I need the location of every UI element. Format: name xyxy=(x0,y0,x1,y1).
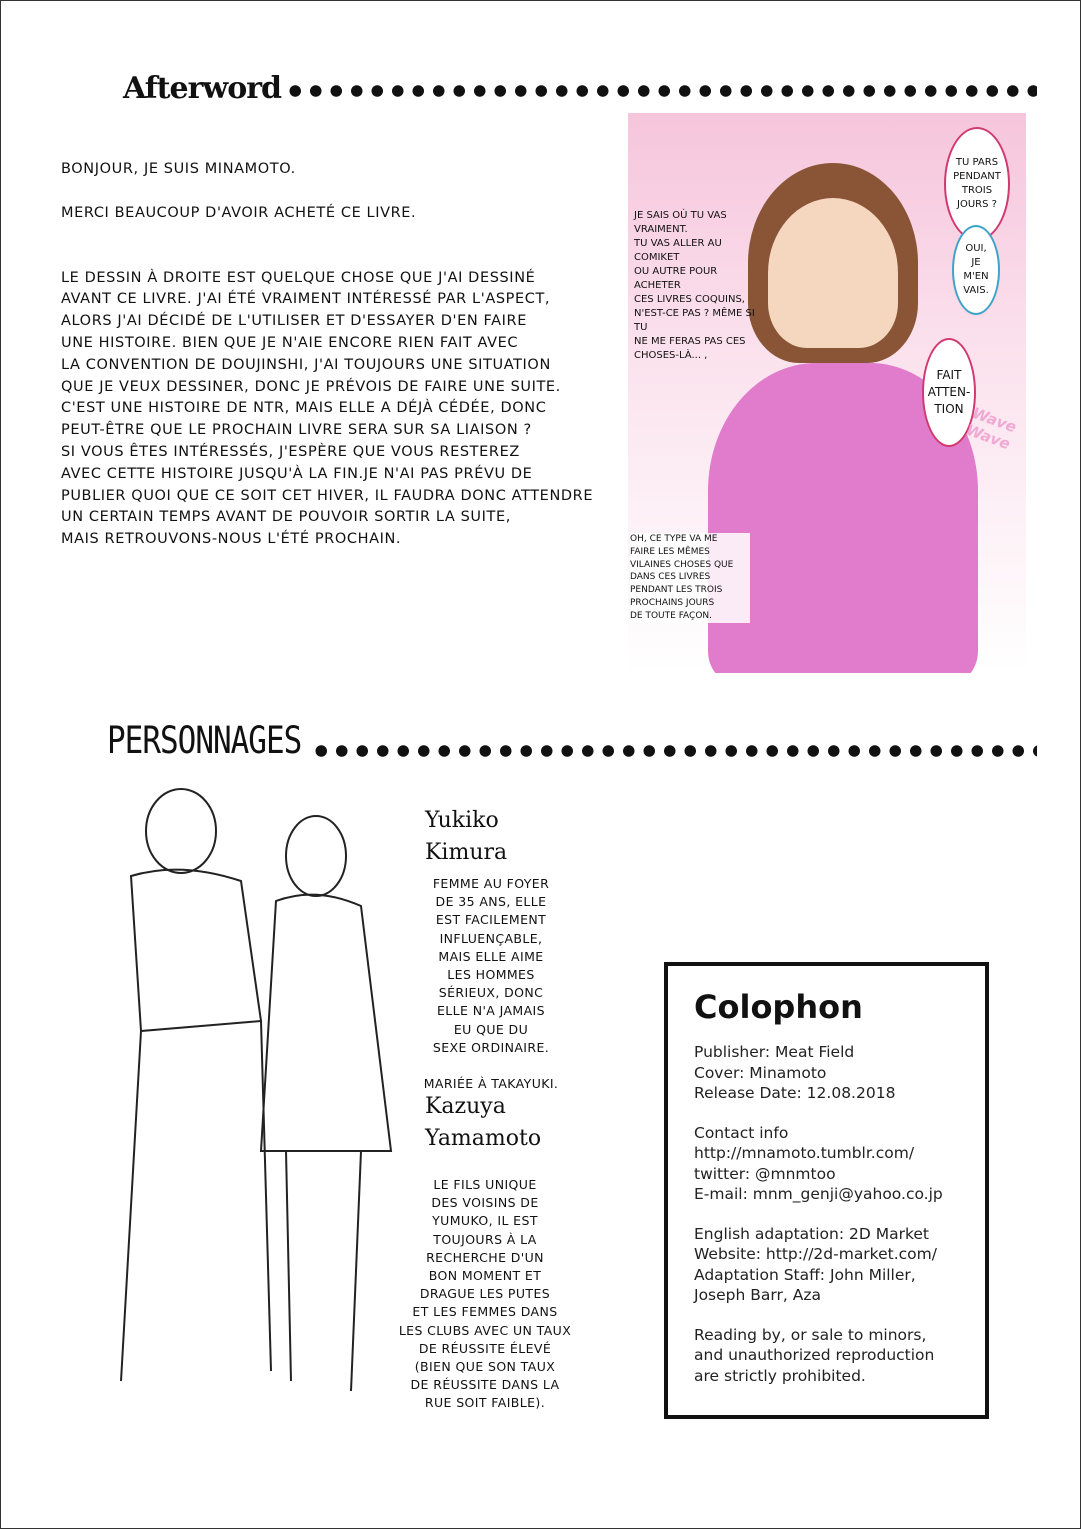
character-name-first: Kazuya xyxy=(425,1094,506,1119)
dotted-divider xyxy=(285,84,1037,98)
woman-dress-sketch xyxy=(261,895,391,1151)
speech-bubble-1: TU PARS PENDANT TROIS JOURS ? xyxy=(944,127,1010,241)
woman-head-sketch xyxy=(286,816,346,896)
colophon-contact: Contact info http://mnamoto.tumblr.com/ twitter: @mnmtoo E-mail: mnm_genji@yahoo.co.jp xyxy=(694,1123,943,1203)
character-name-last: Kimura xyxy=(425,840,508,865)
sfx-wave: Wave Wave xyxy=(963,403,1019,454)
colophon-box xyxy=(664,962,989,1419)
colophon-notice: Reading by, or sale to minors, and unauthorized reproduction are strictly prohibited. xyxy=(694,1325,935,1385)
speech-bubble-2: OUI, JE M'EN VAIS. xyxy=(952,225,1000,315)
character-description: LE FILS UNIQUE DES VOISINS DE YUMUKO, IL EST TOUJOURS À LA RECHERCHE D'UN BON MOMENT ET DRAGUE LES PUTES ET LES FEMMES DANS LES CLUBS AVEC UN TAUX DE RÉUSSITE ÉLEVÉ (BIEN QUE SON TAUX DE RÉUSSITE DANS LA RUE SOIT FAIBLE). xyxy=(398,1177,572,1411)
colophon-title: Colophon xyxy=(694,988,863,1026)
afterword-title: Afterword xyxy=(123,71,282,106)
afterword-body: LE DESSIN À DROITE EST QUELQUE CHOSE QUE J'AI DESSINÉ AVANT CE LIVRE. J'AI ÉTÉ VRAIMENT INTÉRESSÉ PAR L'ASPECT, ALORS J'AI DÉCIDÉ DE L'UTILISER ET D'ESSAYER D'EN FAIRE UNE HISTOIRE. BIEN QUE JE N'AIE ENCORE RIEN FAIT AVEC LA CONVENTION DE DOUJINSHI, J'AI TOUJOURS UNE SITUATION QUE JE VEUX DESSINER, DONC JE PRÉVOIS DE FAIRE UNE SUITE. C'EST UNE HISTOIRE DE NTR, MAIS ELLE A DÉJÀ CÉDÉE, DONC PEUT-ÊTRE QUE LE PROCHAIN LIVRE SERA SUR SA LIAISON ? SI VOUS ÊTES INTÉRESSÉS, J'ESPÈRE QUE VOUS RESTEREZ AVEC CETTE HISTOIRE JUSQU'À LA FIN.JE N'AI PAS PRÉVU DE PUBLIER QUOI QUE CE SOIT CET HIVER, IL FAUDRA DONC ATTENDRE UN CERTAIN TEMPS AVANT DE POUVOIR SORTIR LA SUITE, MAIS RETROUVONS-NOUS L'ÉTÉ PROCHAIN. xyxy=(61,269,594,548)
colophon-publication: Publisher: Meat Field Cover: Minamoto Release Date: 12.08.2018 xyxy=(694,1043,896,1102)
afterword-text xyxy=(61,159,601,551)
character-description: FEMME AU FOYER DE 35 ANS, ELLE EST FACILEMENT INFLUENÇABLE, MAIS ELLE AIME LES HOMMES SÉRIEUX, DONC ELLE N'A JAMAIS EU QUE DU SEXE ORDINAIRE. xyxy=(432,876,550,1055)
woman-legs-sketch xyxy=(286,1151,361,1391)
dotted-divider-2 xyxy=(311,744,1037,758)
man-legs-sketch xyxy=(121,1021,271,1381)
characters-title: PERSONNAGES xyxy=(107,719,302,763)
character-kazuya xyxy=(425,1091,541,1155)
figure-face xyxy=(768,198,898,348)
character-name-first: Yukiko xyxy=(425,808,499,833)
afterword-greeting: BONJOUR, JE SUIS MINAMOTO. xyxy=(61,161,296,177)
caption-bottom: OH, CE TYPE VA ME FAIRE LES MÊMES VILAINES CHOSES QUE DANS CES LIVRES PENDANT LES TROIS PROCHAINS JOURS DE TOUTE FAÇON. xyxy=(630,533,750,623)
speech-bubble-3: FAIT ATTEN- TION xyxy=(922,338,976,447)
caption-top: JE SAIS OÙ TU VAS VRAIMENT. TU VAS ALLER AU COMIKET OU AUTRE POUR ACHETER CES LIVRES COQUINS, N'EST-CE PAS ? MÊME SI TU NE ME FERAS PAS CES CHOSES-LÀ... , xyxy=(634,210,755,361)
man-torso-sketch xyxy=(131,870,261,1031)
character-yukiko xyxy=(425,805,507,869)
afterword-thanks: MERCI BEAUCOUP D'AVOIR ACHETÉ CE LIVRE. xyxy=(61,204,417,221)
colophon-adaptation: English adaptation: 2D Market Website: http://2d-market.com/ Adaptation Staff: John Miller, Joseph Barr, Aza xyxy=(694,1224,937,1304)
color-illustration xyxy=(628,113,1026,673)
man-head-sketch xyxy=(146,789,216,873)
character-sketch xyxy=(61,781,401,1411)
character-name-last: Yamamoto xyxy=(425,1126,542,1151)
character-note: MARIÉE À TAKAYUKI. xyxy=(423,1076,559,1091)
